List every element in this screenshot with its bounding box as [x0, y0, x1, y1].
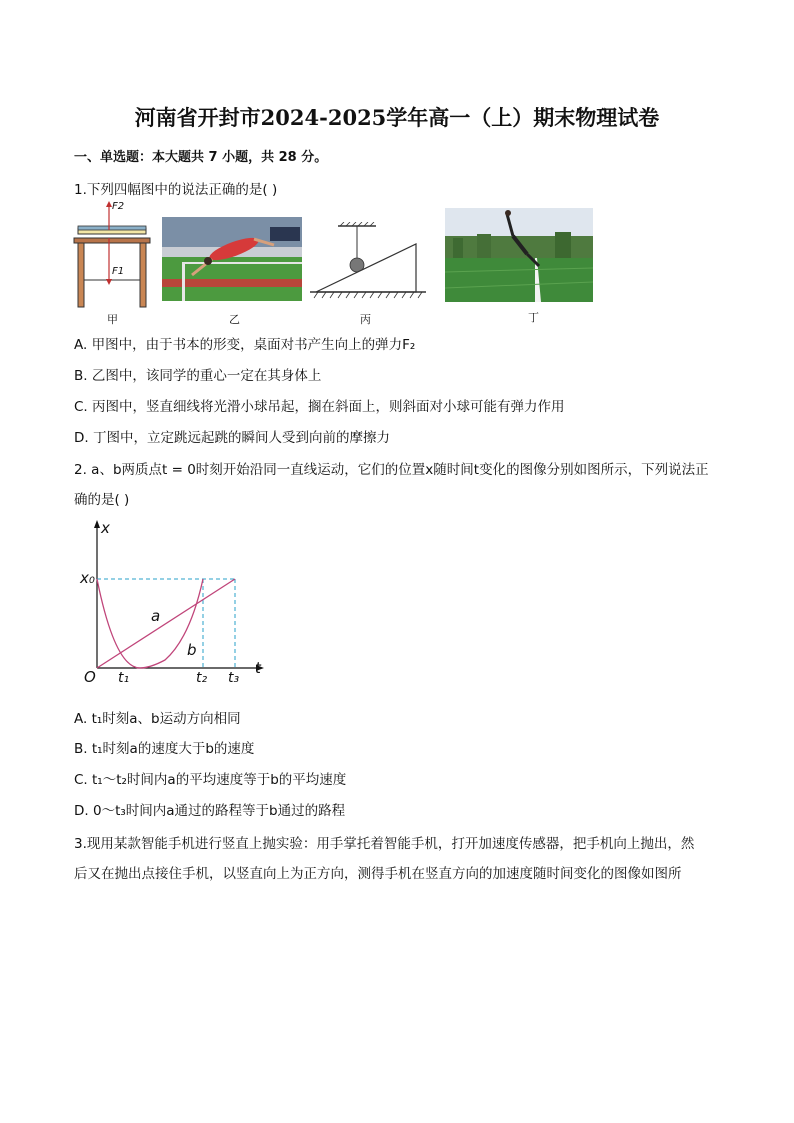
caption-ding: 丁	[528, 311, 539, 324]
exam-title: 河南省开封市2024-2025学年高一（上）期末物理试卷	[134, 105, 660, 130]
caption-jia: 甲	[107, 313, 118, 326]
q2-stem-line2: 确的是( )	[74, 492, 130, 508]
q3-stem-line1: 3.现用某款智能手机进行竖直上抛实验：用手掌托着智能手机，打开加速度传感器，把手机向上抛出，然	[74, 836, 695, 852]
label-curve-b: b	[187, 641, 197, 659]
label-t2: t₂	[196, 670, 208, 686]
q1-stem: 1.下列四幅图中的说法正确的是( )	[74, 182, 278, 198]
q1-option-a: A. 甲图中，由于书本的形变，桌面对书产生向上的弹力F₂	[74, 337, 416, 353]
label-f1: F1	[112, 266, 125, 277]
q2-option-b: B. t₁时刻a的速度大于b的速度	[74, 741, 255, 757]
incline	[316, 244, 416, 292]
q1-figure-jia	[72, 200, 154, 312]
curve-a	[97, 579, 235, 668]
q1-option-b: B. 乙图中，该同学的重心一定在其身体上	[74, 368, 322, 384]
label-x0: x₀	[80, 569, 95, 587]
label-t1: t₁	[118, 670, 130, 686]
q2-stem-line1: 2. a、b两质点t = 0时刻开始沿同一直线运动，它们的位置x随时间t变化的图像分别如图所示，下列说法正	[74, 462, 709, 478]
table-leg-left	[78, 243, 84, 307]
q3-stem-line2: 后又在抛出点接住手机，以竖直向上为正方向，测得手机在竖直方向的加速度随时间变化的图像如图所	[74, 866, 682, 882]
q2-xt-graph	[70, 518, 280, 690]
q2-option-c: C. t₁～t₂时间内a的平均速度等于b的平均速度	[74, 772, 347, 788]
table-top	[74, 238, 150, 243]
table-leg-right	[140, 243, 146, 307]
q1-figure-bing	[310, 222, 426, 300]
label-origin: O	[84, 668, 96, 686]
caption-bing: 丙	[360, 313, 371, 326]
q2-option-a: A. t₁时刻a、b运动方向相同	[74, 711, 241, 727]
label-t3: t₃	[228, 670, 240, 686]
q1-photo-ding-long-jump	[445, 208, 593, 302]
caption-yi: 乙	[229, 313, 240, 326]
book-cover	[78, 226, 146, 230]
section-heading: 一、单选题：本大题共 7 小题，共 28 分。	[74, 150, 328, 165]
q1-option-c: C. 丙图中，竖直细线将光滑小球吊起，搁在斜面上，则斜面对小球可能有弹力作用	[74, 399, 565, 415]
label-f2: F2	[112, 201, 125, 212]
q2-option-d: D. 0～t₃时间内a通过的路程等于b通过的路程	[74, 803, 346, 819]
q1-option-d: D. 丁图中，立定跳远起跳的瞬间人受到向前的摩擦力	[74, 430, 390, 446]
label-x-axis: t	[255, 659, 261, 677]
q1-photo-yi-high-jump	[162, 217, 302, 301]
label-curve-a: a	[151, 607, 161, 625]
label-y-axis: x	[101, 519, 110, 537]
